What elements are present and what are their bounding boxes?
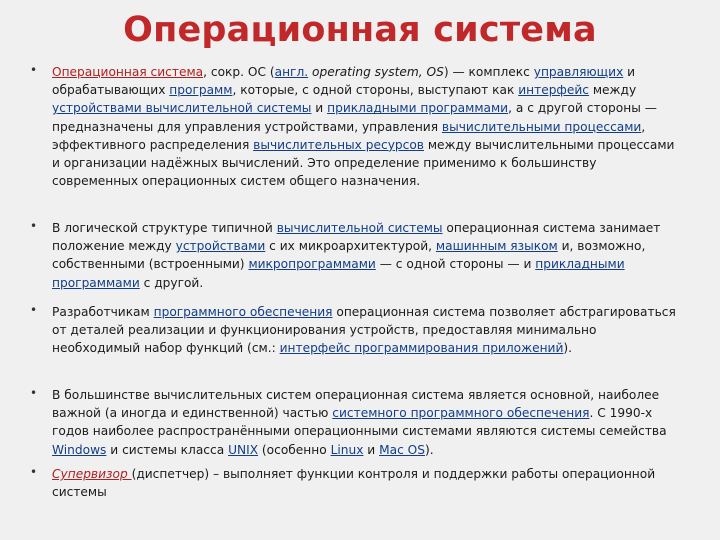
hyperlink[interactable]: программного обеспечения <box>153 305 333 319</box>
text-run: , эффективного распределения <box>52 119 646 152</box>
hyperlink[interactable]: интерфейс программирования приложений <box>279 341 564 356</box>
text-run: Разработчикам <box>52 305 154 319</box>
text-run: и, возможно, собственными (встроенными) <box>52 239 646 272</box>
text-run: и обрабатывающих <box>52 65 636 98</box>
hyperlink[interactable]: прикладными программами <box>52 257 625 290</box>
bullet-text <box>52 465 684 501</box>
slide-title: Операционная система <box>123 10 597 50</box>
bullet-text <box>52 219 684 292</box>
bullet-text <box>52 303 684 358</box>
hyperlink[interactable]: программ <box>169 83 233 98</box>
bullet-dot-icon: • <box>30 303 38 317</box>
text-run: между вычислительными процессами и организации надёжных вычислений. Это определение применимо к большинству современных операционных систем общего назначения. <box>52 137 675 189</box>
hyperlink[interactable]: машинным языком <box>435 239 558 254</box>
text-run: с другой. <box>139 275 204 290</box>
hyperlink[interactable]: Mac OS <box>379 442 425 457</box>
text-run: и системы класса <box>106 442 229 457</box>
text-run: , которые, с одной стороны, выступают как <box>232 83 519 98</box>
text-run: operating system, OS <box>312 65 444 79</box>
hyperlink[interactable]: устройствами вычислительной системы <box>52 101 312 116</box>
bullet-text <box>52 63 684 190</box>
text-run: (особенно <box>258 442 331 457</box>
text-run: и <box>311 101 328 116</box>
bullet-dot-icon: • <box>30 63 38 77</box>
text-run: (диспетчер) – выполняет функции контроля и поддержки работы операционной системы <box>52 467 656 500</box>
hyperlink[interactable]: Windows <box>52 442 107 457</box>
bullet-dot-icon: • <box>30 465 38 479</box>
hyperlink[interactable]: вычислительной системы <box>276 221 443 235</box>
text-run: , а с другой стороны — предназначены для управления устройствами, управления <box>52 101 657 134</box>
text-run: — с одной стороны — и <box>375 257 536 272</box>
hyperlink[interactable]: устройствами <box>175 239 266 254</box>
text-run: . С 1990-х годов наиболее распространёнными операционными системами являются системы семейства <box>52 406 667 439</box>
text-run: и <box>363 442 380 457</box>
hyperlink[interactable]: UNIX <box>228 442 259 457</box>
text-run: операционная система позволяет абстрагироваться от деталей реализации и функционирования устройств, предоставляя минимально необходимый набор функций (см.: <box>52 305 676 356</box>
text-run: В большинстве вычислительных систем операционная система является основной, наиболее важной (а иногда и единственной) частью <box>52 388 660 421</box>
text-run: , сокр. ОС ( <box>203 65 275 79</box>
hyperlink[interactable]: вычислительных ресурсов <box>253 137 424 152</box>
hyperlink[interactable]: интерфейс <box>518 83 589 98</box>
bullet-dot-icon: • <box>30 386 38 400</box>
text-run: между <box>588 83 637 98</box>
hyperlink[interactable]: управляющих <box>533 65 624 79</box>
hyperlink[interactable]: вычислительными процессами <box>441 119 642 134</box>
text-run: с их микроархитектурой, <box>265 239 436 254</box>
hyperlink[interactable]: системного программного обеспечения <box>332 406 590 421</box>
hyperlink[interactable]: прикладными программами <box>327 101 509 116</box>
hyperlink[interactable]: Операционная система <box>52 65 204 79</box>
text-run: операционная система занимает положение между <box>52 221 661 254</box>
bullet-dot-icon: • <box>30 219 38 233</box>
hyperlink[interactable]: Linux <box>330 442 364 457</box>
bullet-text <box>52 386 684 459</box>
text-run: ) — комплекс <box>443 65 534 79</box>
text-run: В логической структуре типичной <box>52 221 277 235</box>
text-run: ). <box>563 341 573 356</box>
hyperlink[interactable]: микропрограммами <box>248 257 376 272</box>
text-run: ). <box>424 442 434 457</box>
hyperlink[interactable]: Супервизор <box>52 467 132 481</box>
hyperlink[interactable]: англ. <box>274 65 309 79</box>
